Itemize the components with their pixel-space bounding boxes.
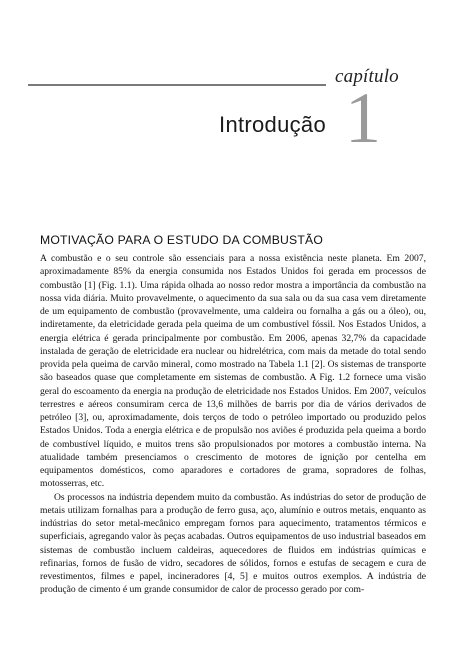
paragraph-1: A combustão e o seu controle são essenciais para a nossa existência neste planeta. Em 2007, aproximadamente 85% da energia consumida nos Estados Unidos foi gerada em processos de combustão [1] (Fig. 1.1). Uma rápida olhada ao nosso redor mostra a importância da combustão na nossa vida diária. Muito provavelmente, o aquecimento da sua sala ou da sua casa vem diretamente de um equipamento de combustão (provavelmente, uma caldeira ou fornalha a gás ou a óleo), ou, indiretamente, da eletricidade gerada pela queima de um combustível fóssil. Nos Estados Unidos, a energia elétrica é gerada principalmente por combustão. Em 2006, apenas 32,7% da capacidade instalada de geração de eletricidade era nuclear ou hidrelétrica, com mais da metade do total sendo provida pela queima de carvão mineral, como mostrado na Tabela 1.1 [2]. Os sistemas de transporte são baseados quase que completamente em sistemas de combustão. A Fig. 1.2 fornece uma visão geral do escoamento da energia na produção de eletricidade nos Estados Unidos. Em 2007, veículos terrestres e aéreos consumiram cerca de 13,6 milhões de barris por dia de vários derivados de petróleo [3], ou, aproximadamente, dois terços de todo o petróleo importado ou produzido pelos Estados Unidos. Toda a energia elétrica e de propulsão nos aviões é produzida pela queima a bordo de combustível líquido, e muitos trens são propulsionados por motores a combustão interna. Na atualidade também presenciamos o crescimento de motores de ignição por centelha em equipamentos domésticos, como aparadores e cortadores de grama, sopradores de folhas, motosserras, etc. xyxy=(40,253,426,490)
chapter-label: capítulo xyxy=(335,66,399,87)
section-heading: MOTIVAÇÃO PARA O ESTUDO DA COMBUSTÃO xyxy=(40,233,324,247)
body-text xyxy=(40,252,426,597)
chapter-header-rule xyxy=(28,84,326,86)
paragraph-2: Os processos na indústria dependem muito da combustão. As indústrias do setor de produção de metais utilizam fornalhas para a produção de ferro gusa, aço, alumínio e outros metais, enquanto as indústrias do setor metal-mecânico empregam fornos para aquecimento, tratamentos térmicos e superficiais, agregando valor às peças acabadas. Outros equipamentos de uso industrial baseados em sistemas de combustão incluem caldeiras, aquecedores de fluidos em indústrias químicas e refinarias, fornos de fusão de vidro, secadores de sólidos, fornos e estufas de secagem e cura de revestimentos, filmes e papel, incineradores [4, 5] e muitos outros exemplos. A indústria de produção de cimento é um grande consumidor de calor de processo gerado por com- xyxy=(40,491,426,596)
chapter-number: 1 xyxy=(345,78,381,158)
chapter-title: Introdução xyxy=(219,112,326,137)
